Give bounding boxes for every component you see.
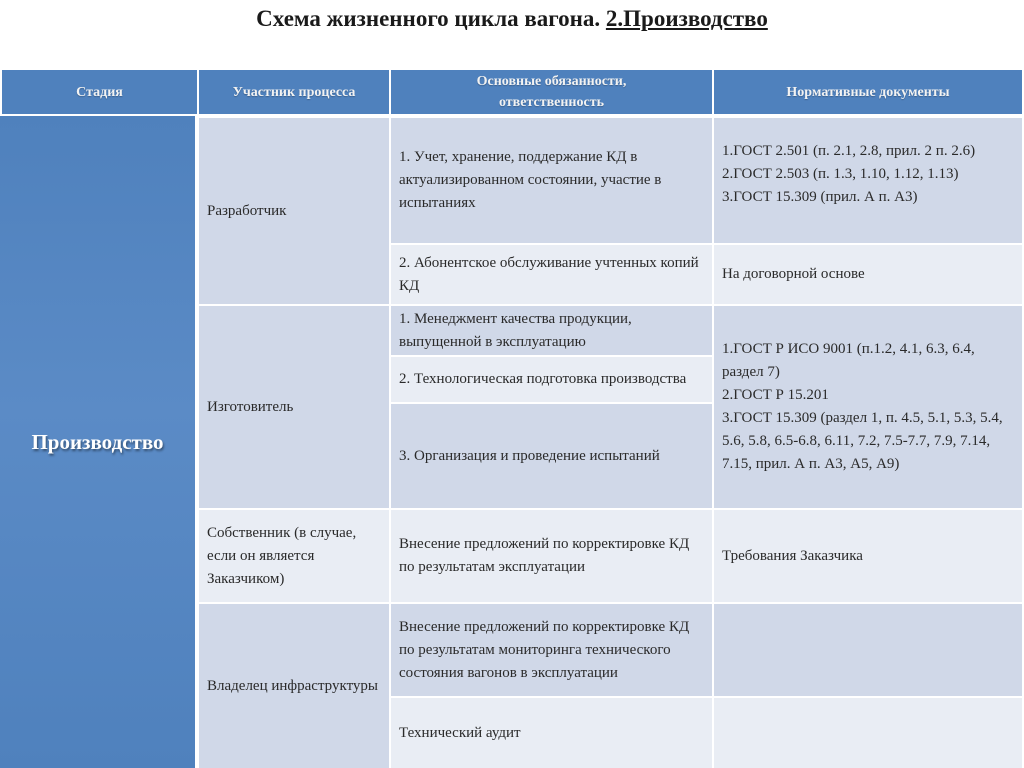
duty-manufacturer-3: 3. Организация и проведение испытаний	[391, 404, 712, 508]
header-participant: Участник процесса	[199, 70, 389, 114]
participant-infrastructure: Владелец инфраструктуры	[199, 604, 389, 768]
header-documents: Нормативные документы	[714, 70, 1022, 114]
header-duties	[391, 70, 712, 114]
docs-developer-2: На договорной основе	[714, 245, 1022, 304]
docs-manufacturer	[714, 306, 1022, 508]
duty-developer-1: 1. Учет, хранение, поддержание КД в актуализированном состоянии, участие в испытаниях	[391, 118, 712, 243]
header-duties-line2: ответственность	[498, 95, 604, 110]
page-title	[0, 6, 1024, 32]
duty-owner: Внесение предложений по корректировке КД по результатам эксплуатации	[391, 510, 712, 602]
docs-manufacturer-line2: 2.ГОСТ Р 15.201	[722, 387, 829, 403]
header-duties-line1: Основные обязанности,	[476, 74, 627, 89]
docs-developer-1-line3: 3.ГОСТ 15.309 (прил. А п. А3)	[722, 189, 918, 205]
duty-manufacturer-1: 1. Менеджмент качества продукции, выпущенной в эксплуатацию	[391, 306, 712, 355]
docs-manufacturer-line3: 3.ГОСТ 15.309 (раздел 1, п. 4.5, 5.1, 5.3, 5.4, 5.6, 5.8, 6.5-6.8, 6.11, 7.2, 7.5-7.7, 7.9, 7.14, 7.15, прил. А п. А3, А5, А9)	[722, 410, 1003, 472]
stage-cell: Производство	[0, 116, 197, 768]
duty-infrastructure-2: Технический аудит	[391, 698, 712, 768]
docs-infrastructure-2	[714, 698, 1022, 768]
title-main: Схема жизненного цикла вагона.	[256, 6, 601, 31]
duty-infrastructure-1: Внесение предложений по корректировке КД по результатам мониторинга технического состояния вагонов в эксплуатации	[391, 604, 712, 696]
title-section: 2.Производство	[605, 6, 768, 31]
docs-developer-1	[714, 118, 1022, 243]
docs-owner: Требования Заказчика	[714, 510, 1022, 602]
duty-manufacturer-2: 2. Технологическая подготовка производства	[391, 357, 712, 402]
docs-developer-1-line2: 2.ГОСТ 2.503 (п. 1.3, 1.10, 1.12, 1.13)	[722, 166, 959, 182]
docs-infrastructure-1	[714, 604, 1022, 696]
participant-owner: Собственник (в случае, если он является Заказчиком)	[199, 510, 389, 602]
duty-developer-2: 2. Абонентское обслуживание учтенных копий КД	[391, 245, 712, 304]
docs-developer-1-line1: 1.ГОСТ 2.501 (п. 2.1, 2.8, прил. 2 п. 2.6)	[722, 143, 976, 159]
participant-manufacturer: Изготовитель	[199, 306, 389, 508]
header-stage: Стадия	[2, 70, 197, 114]
docs-manufacturer-line1: 1.ГОСТ Р ИСО 9001 (п.1.2, 4.1, 6.3, 6.4, раздел 7)	[722, 341, 975, 380]
participant-developer: Разработчик	[199, 118, 389, 304]
